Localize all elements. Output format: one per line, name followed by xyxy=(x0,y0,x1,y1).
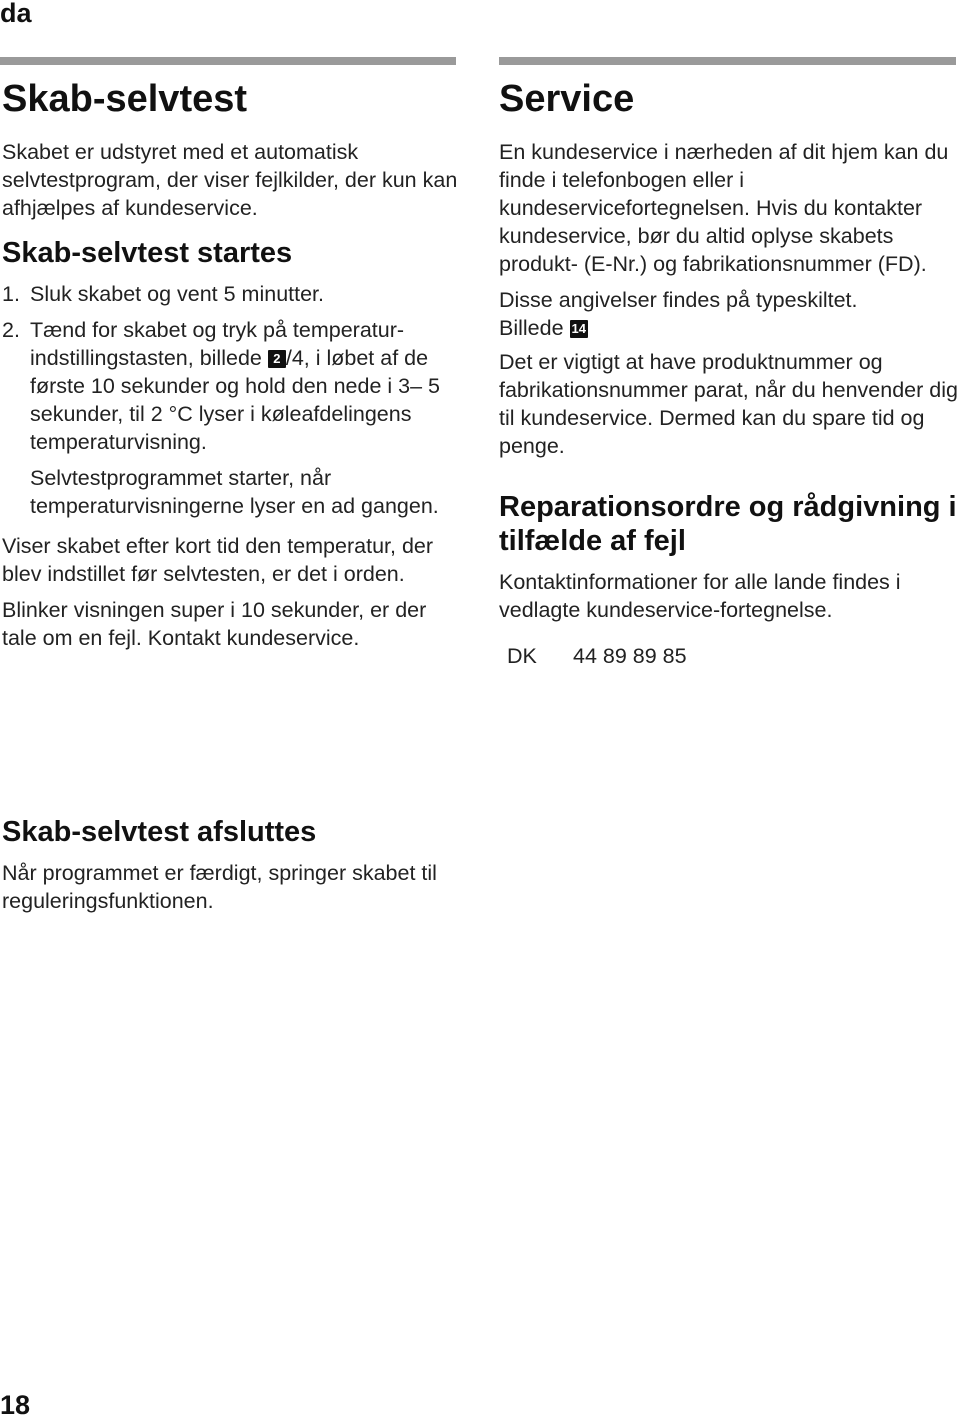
section-title-service: Service xyxy=(499,78,635,120)
right-column xyxy=(499,76,959,670)
service-paragraph-2 xyxy=(499,286,959,342)
phone-number: 44 89 89 85 xyxy=(573,644,687,668)
repair-contact-text: Kontaktinformationer for alle lande findes i vedlagte kundeservice-fortegnelse. xyxy=(499,570,901,622)
end-self-test-section xyxy=(2,815,462,923)
section-title-self-test: Skab-selvtest xyxy=(2,78,248,120)
left-header-rule xyxy=(0,57,456,65)
self-test-fault-paragraph: Blinker visningen super i 10 sekunder, er der tale om en fejl. Kontakt kundeservice. xyxy=(2,598,427,650)
heading-end-self-test: Skab-selvtest afsluttes xyxy=(2,816,317,848)
heading-start-self-test: Skab-selvtest startes xyxy=(2,237,293,269)
right-header-rule xyxy=(499,57,956,65)
step-2-result: Selvtestprogrammet starter, når temperaturvisningerne lyser en ad gangen. xyxy=(30,466,439,518)
step-2-text-b: /4, i løbet af de første 10 sekunder og hold den nede i 3– 5 sekunder, til 2 °C lyser i køleafdelingens temperaturvisning. xyxy=(30,346,440,454)
step-2 xyxy=(2,316,462,456)
figure-badge-14: 14 xyxy=(571,321,586,336)
service-paragraph-3: Det er vigtigt at have produktnummer og fabrikationsnummer parat, når du henvender dig til kundeservice. Dermed kan du spare tid og penge. xyxy=(499,350,958,458)
left-column xyxy=(2,76,462,660)
end-self-test-text: Når programmet er færdigt, springer skabet til reguleringsfunktionen. xyxy=(2,861,437,913)
step-2-text-a: Tænd for skabet og tryk på temperatur-indstillingstasten, billede xyxy=(30,318,405,370)
step-1-text: Sluk skabet og vent 5 minutter. xyxy=(30,282,324,306)
figure-badge-2: 2 xyxy=(268,350,286,368)
language-code: da xyxy=(0,0,32,28)
step-1 xyxy=(2,280,462,308)
service-paragraph-1: En kundeservice i nærheden af dit hjem kan du finde i telefonbogen eller i kundeservicefortegnelsen. Hvis du kontakter kundeservice, bør du altid oplyse skabets produkt- (E-Nr.) og fabrikationsnummer (FD). xyxy=(499,140,949,276)
phone-entry-dk xyxy=(499,642,959,670)
phone-country: DK xyxy=(507,644,537,668)
self-test-ok-paragraph: Viser skabet efter kort tid den temperatur, der blev indstillet før selvtesten, er det i orden. xyxy=(2,534,434,586)
page-number: 18 xyxy=(0,1390,31,1420)
heading-repair-order: Reparationsordre og rådgivning i tilfælde af fejl xyxy=(499,491,957,557)
service-p2-text: Disse angivelser findes på typeskiltet. xyxy=(499,288,858,312)
step-2-number: 2. xyxy=(2,318,20,342)
self-test-intro: Skabet er udstyret med et automatisk selvtestprogram, der viser fejlkilder, der kun kan afhjælpes af kundeservice. xyxy=(2,140,458,220)
step-1-number: 1. xyxy=(2,282,20,306)
service-p2-figure-label: Billede xyxy=(499,316,570,340)
